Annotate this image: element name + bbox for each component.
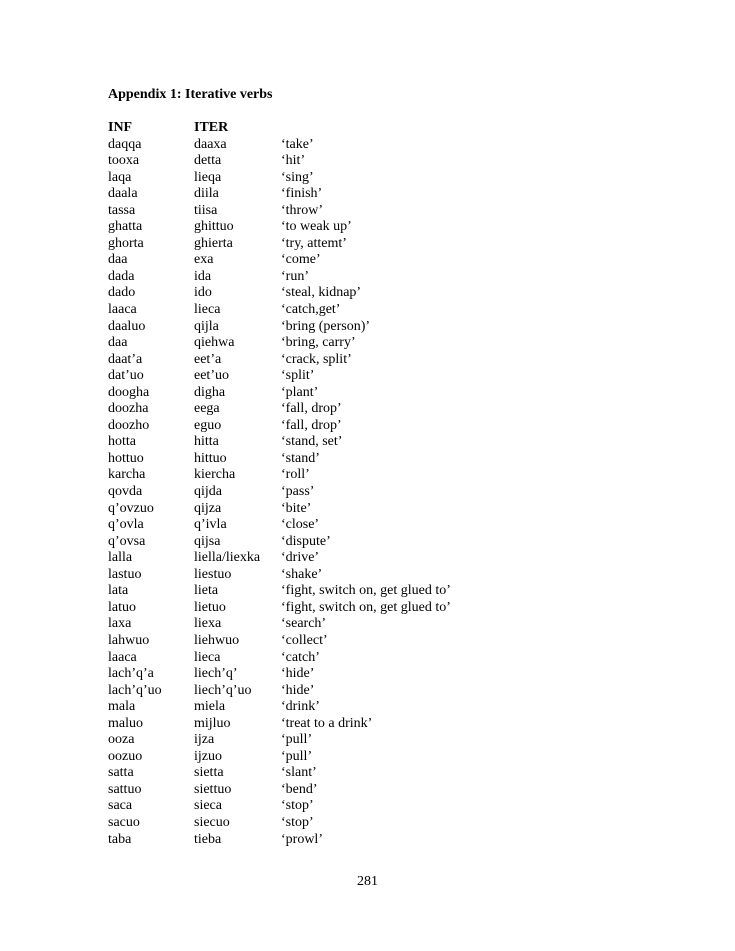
iter-cell: lietuo: [194, 599, 226, 615]
inf-cell: doozha: [108, 401, 149, 417]
gloss-cell: ‘bring (person)’: [281, 318, 371, 334]
iter-cell: lieca: [194, 649, 221, 665]
table-row: [108, 832, 541, 849]
iter-cell: ijza: [194, 732, 215, 748]
inf-cell: lata: [108, 583, 129, 599]
gloss-cell: ‘collect’: [281, 632, 328, 648]
inf-cell: lalla: [108, 550, 133, 566]
table-row: [108, 467, 541, 484]
table-row: [108, 650, 541, 667]
iter-cell: qijza: [194, 500, 222, 516]
column-header-gloss: [281, 120, 541, 137]
inf-cell: oozuo: [108, 748, 143, 764]
iter-cell: ghierta: [194, 235, 233, 251]
inf-cell: taba: [108, 831, 132, 847]
iter-cell: kiercha: [194, 467, 236, 483]
iter-cell: lieqa: [194, 169, 222, 185]
table-row: [108, 319, 541, 336]
gloss-cell: ‘prowl’: [281, 831, 323, 847]
iter-cell: ghittuo: [194, 219, 234, 235]
iter-cell: liech’q’: [194, 666, 238, 682]
gloss-cell: ‘fight, switch on, get glued to’: [281, 583, 451, 599]
table-row: [108, 501, 541, 518]
inf-cell: tassa: [108, 202, 136, 218]
gloss-cell: ‘pull’: [281, 732, 313, 748]
gloss-cell: ‘catch,get’: [281, 302, 341, 318]
gloss-cell: ‘take’: [281, 136, 314, 152]
iter-cell: liexa: [194, 616, 222, 632]
table-row: [108, 633, 541, 650]
table-row: [108, 352, 541, 369]
gloss-cell: ‘shake’: [281, 566, 323, 582]
gloss-cell: ‘to weak up’: [281, 219, 352, 235]
iterative-verbs-table: [108, 120, 541, 848]
table-row: [108, 798, 541, 815]
table-row: [108, 418, 541, 435]
iter-cell: detta: [194, 153, 222, 169]
inf-cell: q’ovzuo: [108, 500, 154, 516]
page-number: 281: [357, 874, 378, 889]
iter-cell: ido: [194, 285, 212, 301]
iter-cell: q’ivla: [194, 517, 227, 533]
inf-cell: dado: [108, 285, 136, 301]
inf-cell: ghatta: [108, 219, 143, 235]
gloss-cell: ‘search’: [281, 616, 327, 632]
gloss-cell: ‘bend’: [281, 781, 318, 797]
iter-cell: ida: [194, 268, 212, 284]
table-row: [108, 699, 541, 716]
inf-cell: daala: [108, 186, 138, 202]
inf-cell: latuo: [108, 599, 136, 615]
table-row: [108, 368, 541, 385]
inf-cell: daqqa: [108, 136, 142, 152]
inf-cell: satta: [108, 765, 134, 781]
gloss-cell: ‘drink’: [281, 699, 320, 715]
iter-cell: sieca: [194, 798, 222, 814]
inf-cell: doogha: [108, 384, 150, 400]
inf-cell: q’ovsa: [108, 533, 146, 549]
inf-cell: daa: [108, 335, 128, 351]
inf-cell: daat’a: [108, 351, 143, 367]
inf-cell: lach’q’uo: [108, 682, 162, 698]
inf-cell: daaluo: [108, 318, 146, 334]
inf-cell: maluo: [108, 715, 143, 731]
gloss-cell: ‘close’: [281, 517, 320, 533]
gloss-cell: ‘crack, split’: [281, 351, 352, 367]
table-row: [108, 815, 541, 832]
table-row: [108, 385, 541, 402]
gloss-cell: ‘pull’: [281, 748, 313, 764]
gloss-cell: ‘roll’: [281, 467, 310, 483]
gloss-cell: ‘stand’: [281, 450, 320, 466]
table-row: [108, 170, 541, 187]
iter-cell: diila: [194, 186, 219, 202]
iter-cell: hitta: [194, 434, 219, 450]
table-row: [108, 285, 541, 302]
inf-cell: dat’uo: [108, 368, 144, 384]
inf-cell: daa: [108, 252, 128, 268]
table-row: [108, 401, 541, 418]
table-row: [108, 550, 541, 567]
table-row: [108, 203, 541, 220]
gloss-cell: ‘finish’: [281, 186, 323, 202]
gloss-cell: ‘try, attemt’: [281, 235, 347, 251]
gloss-cell: ‘fall, drop’: [281, 417, 342, 433]
table-row: [108, 616, 541, 633]
appendix-heading: Appendix 1: Iterative verbs: [108, 87, 273, 102]
inf-cell: hotta: [108, 434, 136, 450]
table-row: [108, 749, 541, 766]
gloss-cell: ‘drive’: [281, 550, 320, 566]
inf-cell: ooza: [108, 732, 135, 748]
table-row: [108, 534, 541, 551]
table-row: [108, 782, 541, 799]
iter-cell: daaxa: [194, 136, 227, 152]
gloss-cell: ‘fight, switch on, get glued to’: [281, 599, 451, 615]
table-row: [108, 683, 541, 700]
gloss-cell: ‘hit’: [281, 153, 306, 169]
gloss-cell: ‘split’: [281, 368, 315, 384]
iter-cell: qijsa: [194, 533, 221, 549]
inf-cell: sattuo: [108, 781, 142, 797]
iter-cell: eet’a: [194, 351, 222, 367]
iter-cell: liestuo: [194, 566, 232, 582]
gloss-cell: ‘come’: [281, 252, 321, 268]
gloss-cell: ‘bite’: [281, 500, 312, 516]
iter-cell: mijluo: [194, 715, 231, 731]
iter-cell: eguo: [194, 417, 222, 433]
table-row: [108, 186, 541, 203]
table-row: [108, 765, 541, 782]
gloss-cell: ‘fall, drop’: [281, 401, 342, 417]
inf-cell: laaca: [108, 649, 137, 665]
inf-cell: hottuo: [108, 450, 144, 466]
iter-cell: qiehwa: [194, 335, 235, 351]
iter-cell: liella/liexka: [194, 550, 261, 566]
iter-cell: siecuo: [194, 814, 230, 830]
inf-cell: laqa: [108, 169, 132, 185]
inf-cell: doozho: [108, 417, 150, 433]
table-row: [108, 434, 541, 451]
iter-cell: tieba: [194, 831, 222, 847]
inf-cell: mala: [108, 699, 136, 715]
table-row: [108, 583, 541, 600]
gloss-cell: ‘plant’: [281, 384, 319, 400]
table-row: [108, 732, 541, 749]
table-row: [108, 137, 541, 154]
gloss-cell: ‘run’: [281, 268, 309, 284]
gloss-cell: ‘steal, kidnap’: [281, 285, 362, 301]
table-row: [108, 451, 541, 468]
iter-cell: eet’uo: [194, 368, 229, 384]
iter-cell: hittuo: [194, 450, 227, 466]
inf-cell: lach’q’a: [108, 666, 154, 682]
inf-cell: lahwuo: [108, 632, 150, 648]
column-header-iter: ITER: [194, 120, 229, 135]
gloss-cell: ‘hide’: [281, 666, 315, 682]
iter-cell: liech’q’uo: [194, 682, 252, 698]
inf-cell: karcha: [108, 467, 146, 483]
table-row: [108, 236, 541, 253]
inf-cell: lastuo: [108, 566, 142, 582]
table-row: [108, 600, 541, 617]
gloss-cell: ‘pass’: [281, 484, 315, 500]
table-row: [108, 666, 541, 683]
table-header-row: [108, 120, 541, 137]
gloss-cell: ‘stop’: [281, 798, 314, 814]
table-row: [108, 219, 541, 236]
table-row: [108, 302, 541, 319]
table-row: [108, 484, 541, 501]
table-row: [108, 252, 541, 269]
table-row: [108, 567, 541, 584]
iter-cell: miela: [194, 699, 226, 715]
iter-cell: qijda: [194, 484, 222, 500]
table-row: [108, 517, 541, 534]
gloss-cell: ‘stand, set’: [281, 434, 343, 450]
iter-cell: lieta: [194, 583, 219, 599]
iter-cell: qijla: [194, 318, 219, 334]
inf-cell: laaca: [108, 302, 137, 318]
gloss-cell: ‘treat to a drink’: [281, 715, 373, 731]
inf-cell: dada: [108, 268, 135, 284]
iter-cell: exa: [194, 252, 214, 268]
inf-cell: tooxa: [108, 153, 140, 169]
iter-cell: tiisa: [194, 202, 218, 218]
inf-cell: laxa: [108, 616, 132, 632]
inf-cell: q’ovla: [108, 517, 144, 533]
iter-cell: liehwuo: [194, 632, 240, 648]
inf-cell: saca: [108, 798, 133, 814]
table-row: [108, 335, 541, 352]
gloss-cell: ‘catch’: [281, 649, 320, 665]
iter-cell: lieca: [194, 302, 221, 318]
column-header-inf: INF: [108, 120, 133, 135]
iter-cell: siettuo: [194, 781, 232, 797]
table-row: [108, 716, 541, 733]
gloss-cell: ‘bring, carry’: [281, 335, 356, 351]
iter-cell: ijzuo: [194, 748, 222, 764]
gloss-cell: ‘throw’: [281, 202, 323, 218]
iter-cell: digha: [194, 384, 226, 400]
gloss-cell: ‘dispute’: [281, 533, 331, 549]
gloss-cell: ‘hide’: [281, 682, 315, 698]
inf-cell: ghorta: [108, 235, 144, 251]
table-row: [108, 269, 541, 286]
inf-cell: sacuo: [108, 814, 140, 830]
inf-cell: qovda: [108, 484, 143, 500]
iter-cell: eega: [194, 401, 220, 417]
gloss-cell: ‘slant’: [281, 765, 317, 781]
gloss-cell: ‘stop’: [281, 814, 314, 830]
table-row: [108, 153, 541, 170]
gloss-cell: ‘sing’: [281, 169, 314, 185]
iter-cell: sietta: [194, 765, 224, 781]
